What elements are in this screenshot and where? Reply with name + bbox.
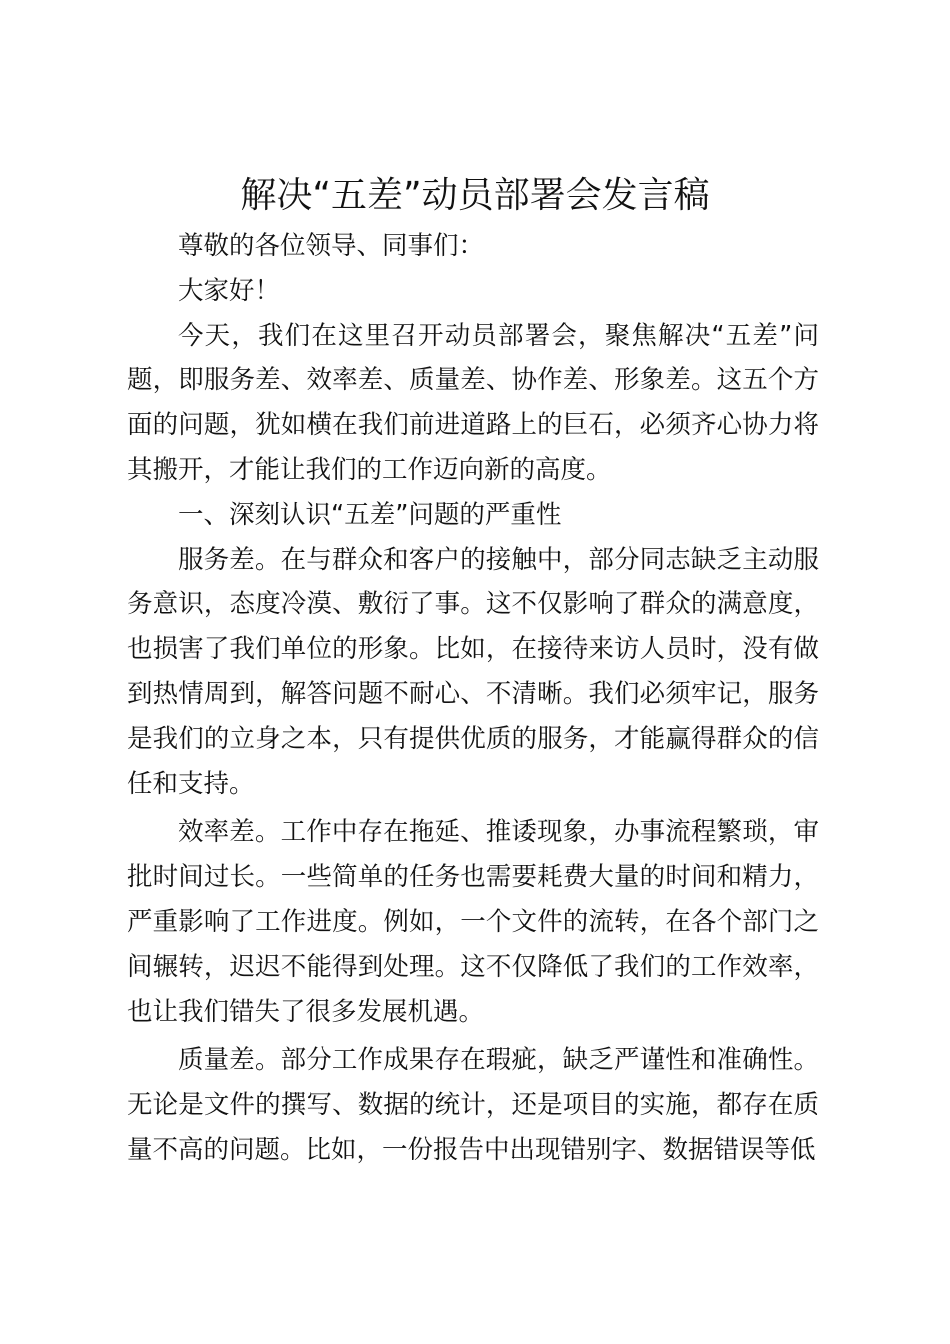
efficiency-paragraph: 效率差。工作中存在拖延、推诿现象，办事流程繁琐，审批时间过长。一些简单的任务也需要耗费大量的时间和精力，严重影响了工作进度。例如，一个文件的流转，在各个部门之间辗转，迟迟不能得到处理。这不仅降低了我们的工作效率，也让我们错失了很多发展机遇。 [127, 817, 819, 1027]
document-body [127, 224, 819, 1173]
section-heading: 一、深刻认识“五差”问题的严重性 [178, 499, 562, 530]
quality-paragraph: 质量差。部分工作成果存在瑕疵，缺乏严谨性和准确性。无论是文件的撰写、数据的统计，还是项目的实施，都存在质量不高的问题。比如，一份报告中出现错别字、数据错误等低 [127, 1045, 819, 1165]
service-paragraph: 服务差。在与群众和客户的接触中，部分同志缺乏主动服务意识，态度冷漠、敷衍了事。这不仅影响了群众的满意度，也损害了我们单位的形象。比如，在接待来访人员时，没有做到热情周到，解答问题不耐心、不清晰。我们必须牢记，服务是我们的立身之本，只有提供优质的服务，才能赢得群众的信任和支持。 [127, 544, 819, 799]
document-title: 解决“五差”动员部署会发言稿 [240, 175, 710, 216]
salutation: 尊敬的各位领导、同事们： [178, 231, 485, 261]
greeting: 大家好！ [178, 275, 281, 306]
intro-paragraph: 今天，我们在这里召开动员部署会，聚焦解决“五差”问题，即服务差、效率差、质量差、协作差、形象差。这五个方面的问题，犹如横在我们前进道路上的巨石，必须齐心协力将其搬开，才能让我们的工作迈向新的高度。 [127, 320, 819, 485]
